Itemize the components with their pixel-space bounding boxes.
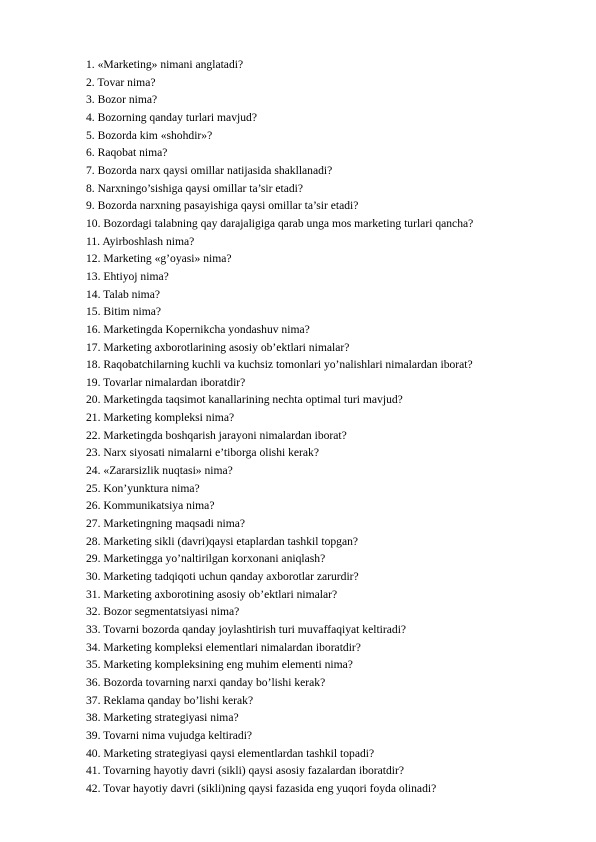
question-item: 2. Tovar nima? [86, 75, 156, 89]
question-item: 34. Marketing kompleksi elementlari nimalardan iboratdir? [86, 640, 361, 654]
question-item: 35. Marketing kompleksining eng muhim elementi nima? [86, 658, 353, 672]
question-item: 13. Ehtiyoj nima? [86, 269, 169, 283]
question-item: 16. Marketingda Kopernikcha yondashuv nima? [86, 322, 310, 336]
question-item: 21. Marketing kompleksi nima? [86, 411, 235, 425]
question-item: 22. Marketingda boshqarish jarayoni nimalardan iborat? [86, 428, 347, 442]
question-item: 10. Bozordagi talabning qay darajaligiga qarab unga mos marketing turlari qancha? [86, 216, 474, 230]
question-item: 8. Narxningo’sishiga qaysi omillar ta’sir etadi? [86, 181, 304, 195]
question-item: 27. Marketingning maqsadi nima? [86, 517, 246, 531]
question-item: 30. Marketing tadqiqoti uchun qanday axborotlar zarurdir? [86, 570, 359, 584]
question-item: 37. Reklama qanday bo’lishi kerak? [86, 693, 254, 707]
question-item: 3. Bozor nima? [86, 93, 158, 107]
question-item: 5. Bozorda kim «shohdir»? [86, 128, 213, 142]
question-item: 23. Narx siyosati nimalarni e’tiborga olishi kerak? [86, 446, 320, 460]
question-item: 36. Bozorda tovarning narxi qanday bo’lishi kerak? [86, 675, 326, 689]
question-item: 25. Kon’yunktura nima? [86, 481, 200, 495]
question-item: 39. Tovarni nima vujudga keltiradi? [86, 728, 253, 742]
question-item: 15. Bitim nima? [86, 305, 162, 319]
question-item: 7. Bozorda narx qaysi omillar natijasida shakllanadi? [86, 163, 333, 177]
question-item: 40. Marketing strategiyasi qaysi elementlardan tashkil topadi? [86, 746, 375, 760]
question-item: 6. Raqobat nima? [86, 146, 168, 160]
question-item: 31. Marketing axborotining asosiy ob’ektlari nimalar? [86, 587, 338, 601]
question-item: 42. Tovar hayotiy davri (sikli)ning qaysi fazasida eng yuqori foyda olinadi? [86, 781, 437, 795]
question-item: 18. Raqobatchilarning kuchli va kuchsiz tomonlari yo’nalishlari nimalardan iborat? [86, 358, 473, 372]
question-list [86, 56, 473, 798]
question-item: 41. Tovarning hayotiy davri (sikli) qaysi asosiy fazalardan iboratdir? [86, 764, 405, 778]
question-item: 19. Tovarlar nimalardan iboratdir? [86, 375, 246, 389]
question-item: 11. Ayirboshlash nima? [86, 234, 195, 248]
question-item: 17. Marketing axborotlarining asosiy ob’ektlari nimalar? [86, 340, 350, 354]
question-item: 29. Marketingga yo’naltirilgan korxonani aniqlash? [86, 552, 326, 566]
question-item: 33. Tovarni bozorda qanday joylashtirish turi muvaffaqiyat keltiradi? [86, 623, 407, 636]
question-item: 24. «Zararsizlik nuqtasi» nima? [86, 464, 233, 478]
question-item: 4. Bozorning qanday turlari mavjud? [86, 110, 257, 124]
question-item: 20. Marketingda taqsimot kanallarining nechta optimal turi mavjud? [86, 393, 403, 407]
question-item: 12. Marketing «g’oyasi» nima? [86, 252, 232, 266]
question-item: 9. Bozorda narxning pasayishiga qaysi omillar ta’sir etadi? [86, 199, 359, 213]
question-item: 38. Marketing strategiyasi nima? [86, 711, 239, 725]
question-item: 32. Bozor segmentatsiyasi nima? [86, 605, 240, 619]
question-item: 14. Talab nima? [86, 287, 160, 301]
question-item: 1. «Marketing» nimani anglatadi? [86, 58, 244, 71]
question-item: 26. Kommunikatsiya nima? [86, 499, 215, 513]
question-item: 28. Marketing sikli (davri)qaysi etaplardan tashkil topgan? [86, 534, 359, 548]
